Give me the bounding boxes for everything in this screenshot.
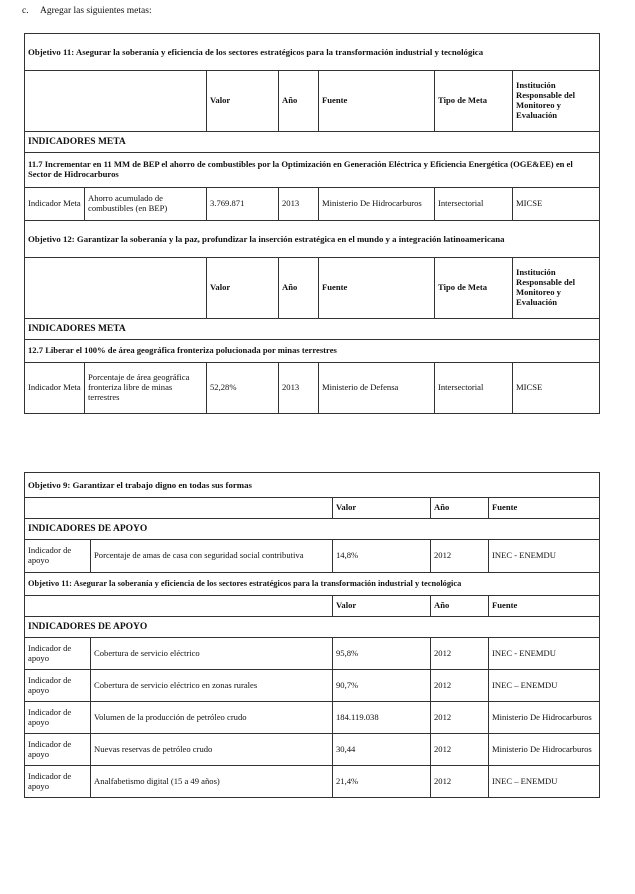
indicator-type: Indicador de apoyo (25, 734, 91, 766)
header-empty (25, 258, 207, 319)
indicator-name: Cobertura de servicio eléctrico (91, 638, 333, 670)
meta-description: 11.7 Incrementar en 11 MM de BEP el ahorro de combustibles por la Optimización en Generación Eléctrica y Eficiencia Energética (OGE&EE) en el Sector de Hidrocarburos (25, 153, 600, 188)
indicator-value: 95,8% (333, 638, 431, 670)
header-empty (25, 71, 207, 132)
objective-row (25, 473, 600, 498)
table-row (25, 638, 600, 670)
indicator-value: 3.769.871 (207, 188, 279, 221)
indicator-type: Indicador de apoyo (25, 670, 91, 702)
header-year: Año (431, 596, 489, 617)
indicator-value: 30,44 (333, 734, 431, 766)
indicator-value: 90,7% (333, 670, 431, 702)
header-year: Año (431, 498, 489, 519)
objective-row (25, 221, 600, 258)
header-value: Valor (207, 71, 279, 132)
indicator-year: 2012 (431, 766, 489, 798)
indicator-name: Cobertura de servicio eléctrico en zonas rurales (91, 670, 333, 702)
objective-title: Objetivo 12: Garantizar la soberanía y la paz, profundizar la inserción estratégica en el mundo y a integración latinoamericana (25, 221, 600, 258)
header-source: Fuente (489, 498, 600, 519)
indicator-year: 2012 (431, 702, 489, 734)
intro-letter: c. (22, 6, 29, 16)
indicator-year: 2012 (431, 670, 489, 702)
intro-line (22, 6, 152, 17)
indicator-year: 2013 (279, 188, 319, 221)
indicator-source: Ministerio De Hidrocarburos (489, 734, 600, 766)
indicator-value: 184.119.038 (333, 702, 431, 734)
section-title: INDICADORES DE APOYO (25, 617, 600, 638)
indicator-name: Analfabetismo digital (15 a 49 años) (91, 766, 333, 798)
indicator-source: Ministerio De Hidrocarburos (489, 702, 600, 734)
header-year: Año (279, 258, 319, 319)
header-year: Año (279, 71, 319, 132)
indicator-type: Indicador de apoyo (25, 702, 91, 734)
header-institution: Institución Responsable del Monitoreo y Evaluación (513, 258, 600, 319)
header-value: Valor (333, 498, 431, 519)
header-source: Fuente (489, 596, 600, 617)
table-row (25, 363, 600, 414)
header-empty (25, 498, 333, 519)
indicator-goal-type: Intersectorial (435, 363, 513, 414)
indicator-institution: MICSE (513, 363, 600, 414)
support-indicators-table (24, 472, 600, 798)
indicator-source: INEC – ENEMDU (489, 766, 600, 798)
header-goal-type: Tipo de Meta (435, 71, 513, 132)
indicator-name: Porcentaje de área geográfica fronteriza libre de minas terrestres (85, 363, 207, 414)
indicator-value: 14,8% (333, 540, 431, 573)
section-title: INDICADORES DE APOYO (25, 519, 600, 540)
table-row (25, 540, 600, 573)
indicator-name: Porcentaje de amas de casa con seguridad social contributiva (91, 540, 333, 573)
indicator-value: 21,4% (333, 766, 431, 798)
indicator-value: 52,28% (207, 363, 279, 414)
indicator-source: Ministerio de Defensa (319, 363, 435, 414)
objective-row (25, 34, 600, 71)
table-row (25, 702, 600, 734)
table-row (25, 766, 600, 798)
goals-table (24, 33, 600, 414)
section-row (25, 319, 600, 340)
section-title: INDICADORES META (25, 319, 600, 340)
section-row (25, 132, 600, 153)
objective-title: Objetivo 9: Garantizar el trabajo digno en todas sus formas (25, 473, 600, 498)
indicator-goal-type: Intersectorial (435, 188, 513, 221)
meta-description: 12.7 Liberar el 100% de área geográfica fronteriza polucionada por minas terrestres (25, 340, 600, 363)
header-institution: Institución Responsable del Monitoreo y Evaluación (513, 71, 600, 132)
header-row (25, 596, 600, 617)
header-value: Valor (333, 596, 431, 617)
section-title: INDICADORES META (25, 132, 600, 153)
indicator-type: Indicador Meta (25, 363, 85, 414)
indicator-name: Volumen de la producción de petróleo crudo (91, 702, 333, 734)
indicator-year: 2012 (431, 540, 489, 573)
header-source: Fuente (319, 258, 435, 319)
table-row (25, 734, 600, 766)
indicator-year: 2012 (431, 734, 489, 766)
indicator-year: 2012 (431, 638, 489, 670)
objective-row (25, 573, 600, 596)
indicator-type: Indicador Meta (25, 188, 85, 221)
header-row (25, 498, 600, 519)
indicator-year: 2013 (279, 363, 319, 414)
header-goal-type: Tipo de Meta (435, 258, 513, 319)
indicator-source: Ministerio De Hidrocarburos (319, 188, 435, 221)
indicator-source: INEC - ENEMDU (489, 540, 600, 573)
meta-row (25, 153, 600, 188)
section-row (25, 519, 600, 540)
header-row (25, 71, 600, 132)
indicator-source: INEC - ENEMDU (489, 638, 600, 670)
indicator-type: Indicador de apoyo (25, 766, 91, 798)
header-empty (25, 596, 333, 617)
table-row (25, 670, 600, 702)
indicator-type: Indicador de apoyo (25, 638, 91, 670)
table-row (25, 188, 600, 221)
header-source: Fuente (319, 71, 435, 132)
indicator-type: Indicador de apoyo (25, 540, 91, 573)
indicator-name: Ahorro acumulado de combustibles (en BEP) (85, 188, 207, 221)
objective-title: Objetivo 11: Asegurar la soberanía y eficiencia de los sectores estratégicos para la transformación industrial y tecnológica (25, 34, 600, 71)
indicator-name: Nuevas reservas de petróleo crudo (91, 734, 333, 766)
section-row (25, 617, 600, 638)
intro-text: Agregar las siguientes metas: (40, 6, 152, 16)
indicator-source: INEC – ENEMDU (489, 670, 600, 702)
header-value: Valor (207, 258, 279, 319)
indicator-institution: MICSE (513, 188, 600, 221)
header-row (25, 258, 600, 319)
meta-row (25, 340, 600, 363)
objective-title: Objetivo 11: Asegurar la soberanía y eficiencia de los sectores estratégicos para la transformación industrial y tecnológica (25, 573, 600, 596)
